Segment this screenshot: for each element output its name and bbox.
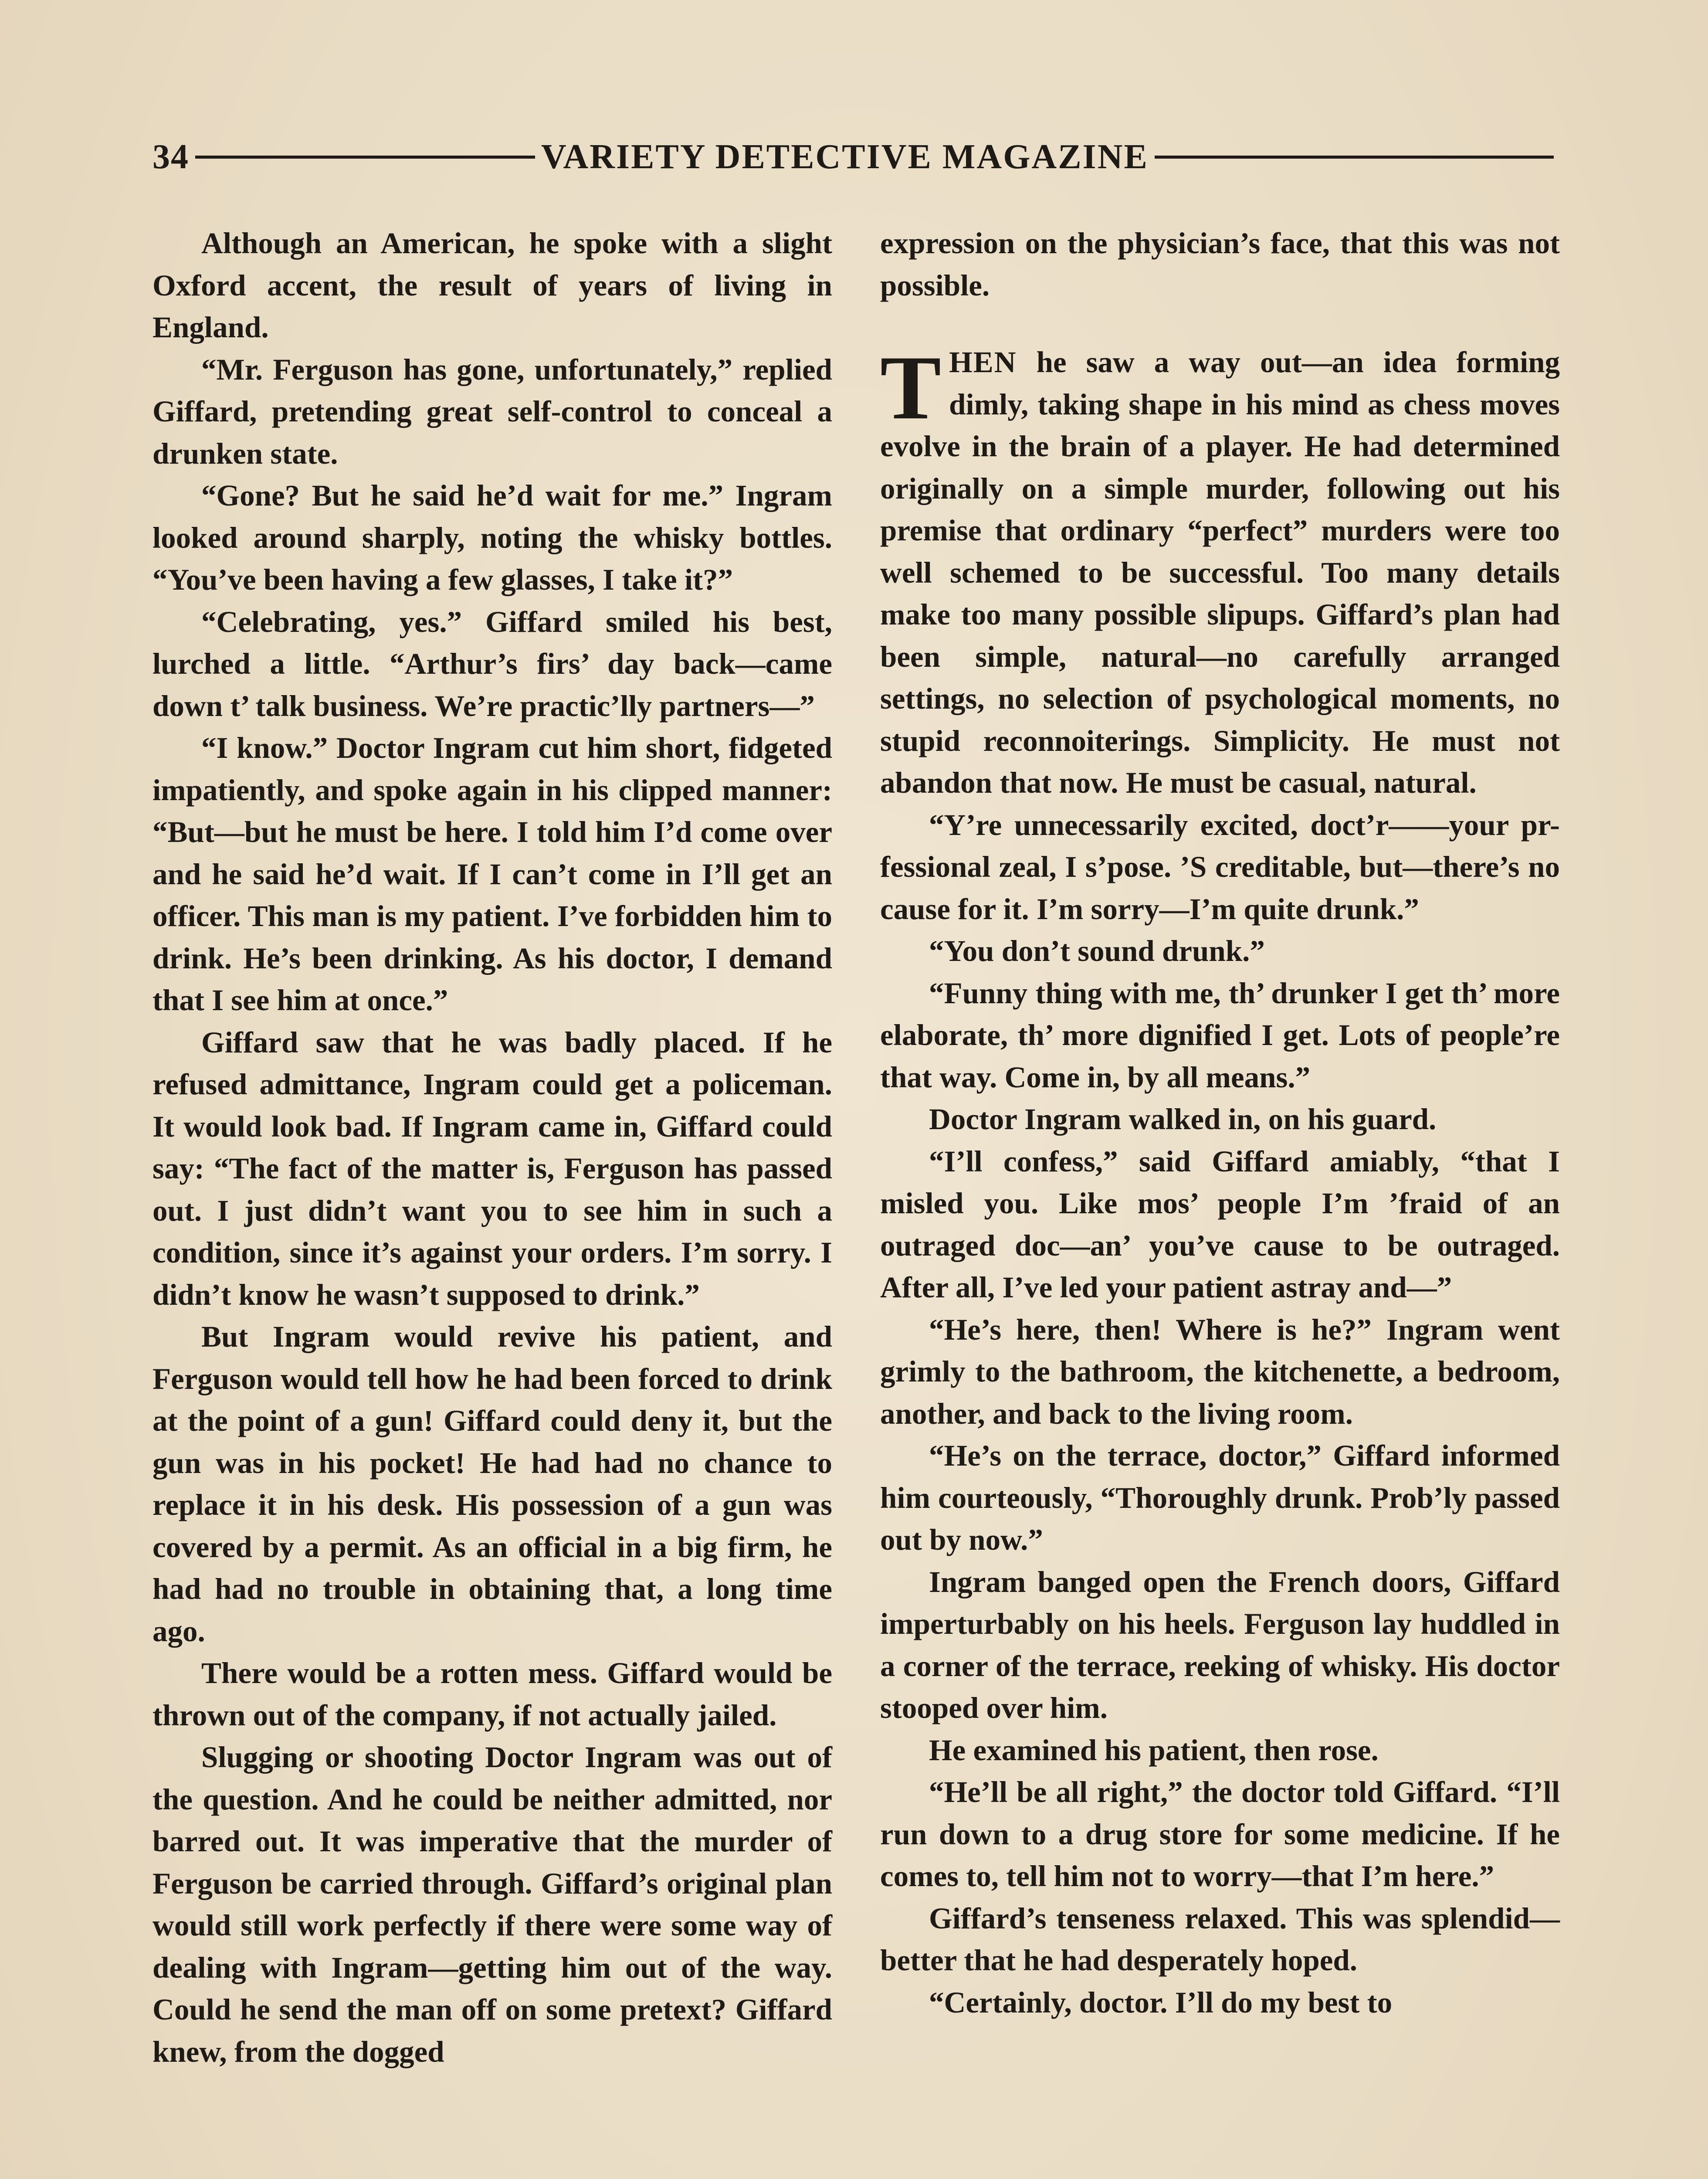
page-number: 34 xyxy=(152,137,189,176)
paragraph-continuation: expression on the physician’s face, that this was not possible. xyxy=(880,227,1560,302)
paragraph: “I’ll confess,” said Giffard amiably, “that I misled you. Like mos’ people I’m ’fraid of an outraged doc—an’ you’ve cause to be outraged. After all, I’ve led your patient astray and—” xyxy=(880,1144,1560,1304)
paragraph: “Funny thing with me, th’ drunker I get th’ more elaborate, th’ more dignified I get. Lots of people’re that way. Come in, by all means.” xyxy=(880,976,1560,1094)
paragraph: He examined his patient, then rose. xyxy=(929,1733,1379,1767)
paragraph: “You don’t sound drunk.” xyxy=(929,934,1265,967)
header-rule-right xyxy=(1155,156,1554,159)
paragraph: Ingram banged open the French doors, Giffard imperturbably on his heels. Ferguson lay huddled in a corner of the terrace, reeking of whisky. His doctor stooped over him. xyxy=(880,1565,1560,1724)
paragraph: Doctor Ingram walked in, on his guard. xyxy=(929,1103,1437,1136)
paragraph: “He’s on the terrace, doctor,” Giffard informed him courteously, “Thoroughly drunk. Prob’ly passed out by now.” xyxy=(880,1439,1560,1556)
magazine-title: VARIETY DETECTIVE MAGAZINE xyxy=(541,137,1149,176)
paragraph: “Gone? But he said he’d wait for me.” Ingram looked around sharply, noting the whisky bottles. “You’ve been having a few glasses, I take it?” xyxy=(152,479,832,596)
paragraph: Although an American, he spoke with a slight Oxford accent, the result of years of living in England. xyxy=(152,227,832,344)
paragraph: Giffard saw that he was badly placed. If he refused admittance, Ingram could get a policeman. It would look bad. If Ingram came in, Giffard could say: “The fact of the matter is, Ferguson has passed out. I just didn’t want you to see him in such a condition, since it’s against your orders. I’m sorry. I didn’t know he wasn’t supposed to drink.” xyxy=(152,1025,832,1311)
dropcap-text: he saw a way out—an idea forming dimly, taking shape in his mind as chess moves evolve in the brain of a player. He had determined originally on a simple murder, following out his premise that ordinary “perfect” murders were too well schemed to be successful. Too many details make too many possible slipups. Giffard’s plan had been simple, natural—no carefully arranged settings, no selection of psychological moments, no stupid reconnoiterings. Simplicity. He must not abandon that now. He must be casual, natural. xyxy=(880,346,1560,799)
running-header xyxy=(152,131,1560,183)
left-column xyxy=(152,222,832,2073)
dropcap-paragraph xyxy=(880,337,1560,804)
paragraph: “Celebrating, yes.” Giffard smiled his best, lurched a little. “Arthur’s firs’ day back—came down t’ talk business. We’re practic’lly partners—” xyxy=(152,605,832,723)
dropcap-letter: T xyxy=(880,337,942,438)
paragraph: There would be a rotten mess. Giffard would be thrown out of the company, if not actually jailed. xyxy=(152,1656,832,1732)
paragraph: “Certainly, doctor. I’ll do my best to xyxy=(929,1986,1393,2019)
paragraph: “Y’re unnecessarily excited, doct’r——your pr-fessional zeal, I s’pose. ’S creditable, but—there’s no cause for it. I’m sorry—I’m quite drunk.” xyxy=(880,808,1560,926)
dropcap-smallcaps: HEN xyxy=(949,346,1017,379)
paragraph: “I know.” Doctor Ingram cut him short, fidgeted impatiently, and spoke again in his clipped manner: “But—but he must be here. I told him I’d come over and he said he’d wait. If I can’t come in I’ll get an officer. This man is my patient. I’ve forbidden him to drink. He’s been drinking. As his doctor, I demand that I see him at once.” xyxy=(152,731,832,1017)
paragraph: “He’ll be all right,” the doctor told Giffard. “I’ll run down to a drug store for some medicine. If he comes to, tell him not to worry—that I’m here.” xyxy=(880,1775,1560,1893)
paragraph: But Ingram would revive his patient, and Ferguson would tell how he had been forced to drink at the point of a gun! Giffard could deny it, but the gun was in his pocket! He had had no chance to replace it in his desk. His possession of a gun was covered by a permit. As an official in a big firm, he had had no trouble in obtaining that, a long time ago. xyxy=(152,1320,832,1648)
paragraph: Giffard’s tenseness relaxed. This was splendid—better that he had desperately hoped. xyxy=(880,1901,1560,1977)
paragraph: “Mr. Ferguson has gone, unfortunately,” replied Giffard, pretending great self-control to conceal a drunken state. xyxy=(152,353,832,470)
right-column xyxy=(880,222,1560,2023)
section-break xyxy=(880,306,1560,341)
header-rule-left xyxy=(195,156,535,159)
paragraph: Slugging or shooting Doctor Ingram was out of the question. And he could be neither admitted, nor barred out. It was imperative that the murder of Ferguson be carried through. Giffard’s original plan would still work perfectly if there were some way of dealing with Ingram—getting him out of the way. Could he send the man off on some pretext? Giffard knew, from the dogged xyxy=(152,1741,832,2068)
paragraph: “He’s here, then! Where is he?” Ingram went grimly to the bathroom, the kitchenette, a bedroom, another, and back to the living room. xyxy=(880,1313,1560,1430)
